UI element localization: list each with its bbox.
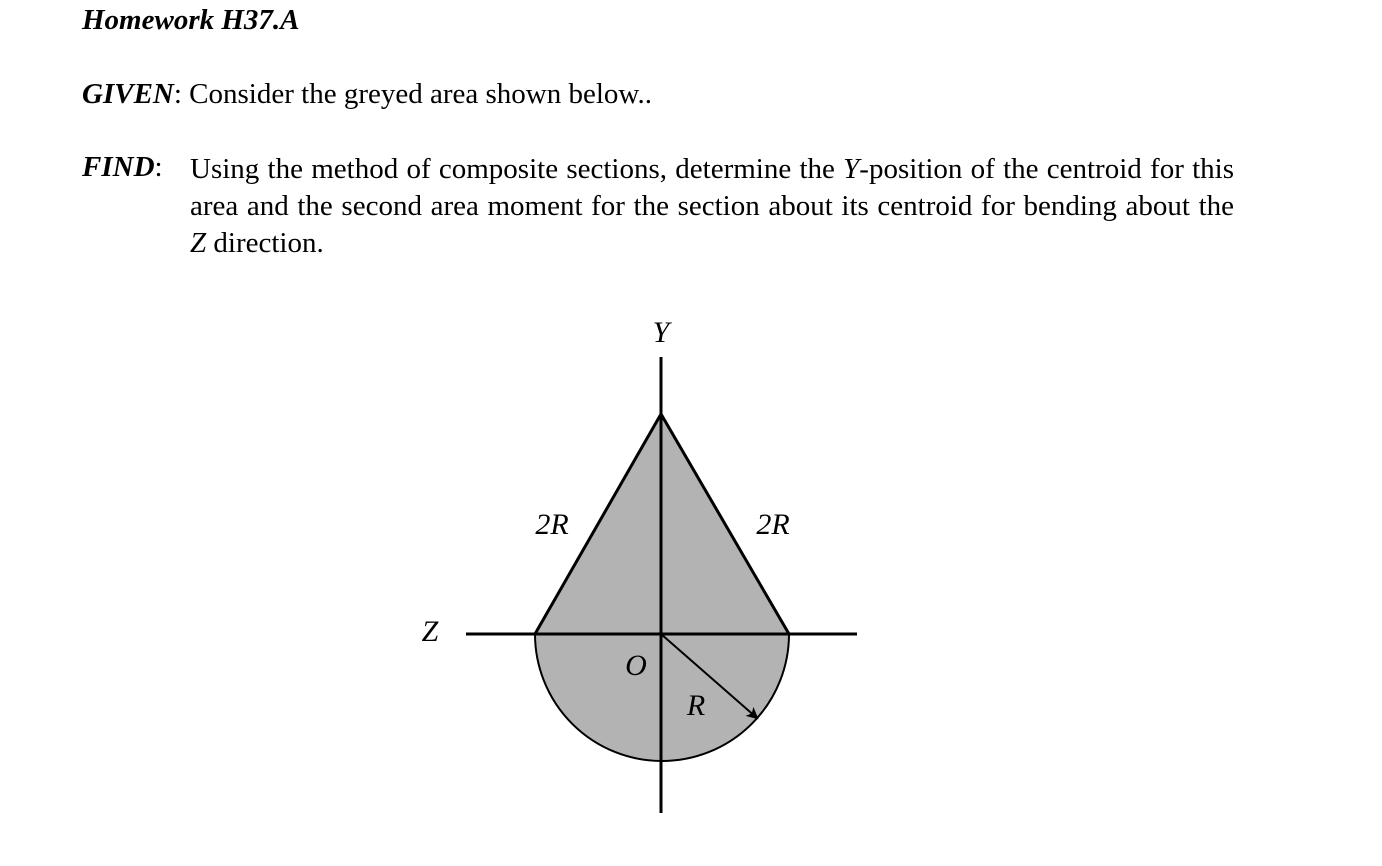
radius-label: R <box>686 689 706 722</box>
find-text-end: direction. <box>206 227 324 259</box>
find-var-z: Z <box>190 227 207 259</box>
z-axis-label: Z <box>421 615 439 648</box>
find-label: FIND <box>82 151 155 183</box>
y-axis-label: Y <box>652 316 670 349</box>
given-text: Consider the greyed area shown below.. <box>181 78 652 110</box>
given-separator: : <box>173 78 182 110</box>
find-separator: : <box>154 151 163 183</box>
page-title: Homework H37.A <box>82 4 300 36</box>
find-text-mid: -position of the centroid for this area and the second area moment for the section about its centroid for bending about the <box>190 153 1235 222</box>
origin-label: O <box>625 649 647 682</box>
given-label: GIVEN <box>82 78 174 110</box>
right-side-label: 2R <box>756 508 790 541</box>
find-text-before: Using the method of composite sections, determine the <box>190 153 844 185</box>
left-side-label: 2R <box>535 508 569 541</box>
find-var-y: Y <box>843 153 860 185</box>
